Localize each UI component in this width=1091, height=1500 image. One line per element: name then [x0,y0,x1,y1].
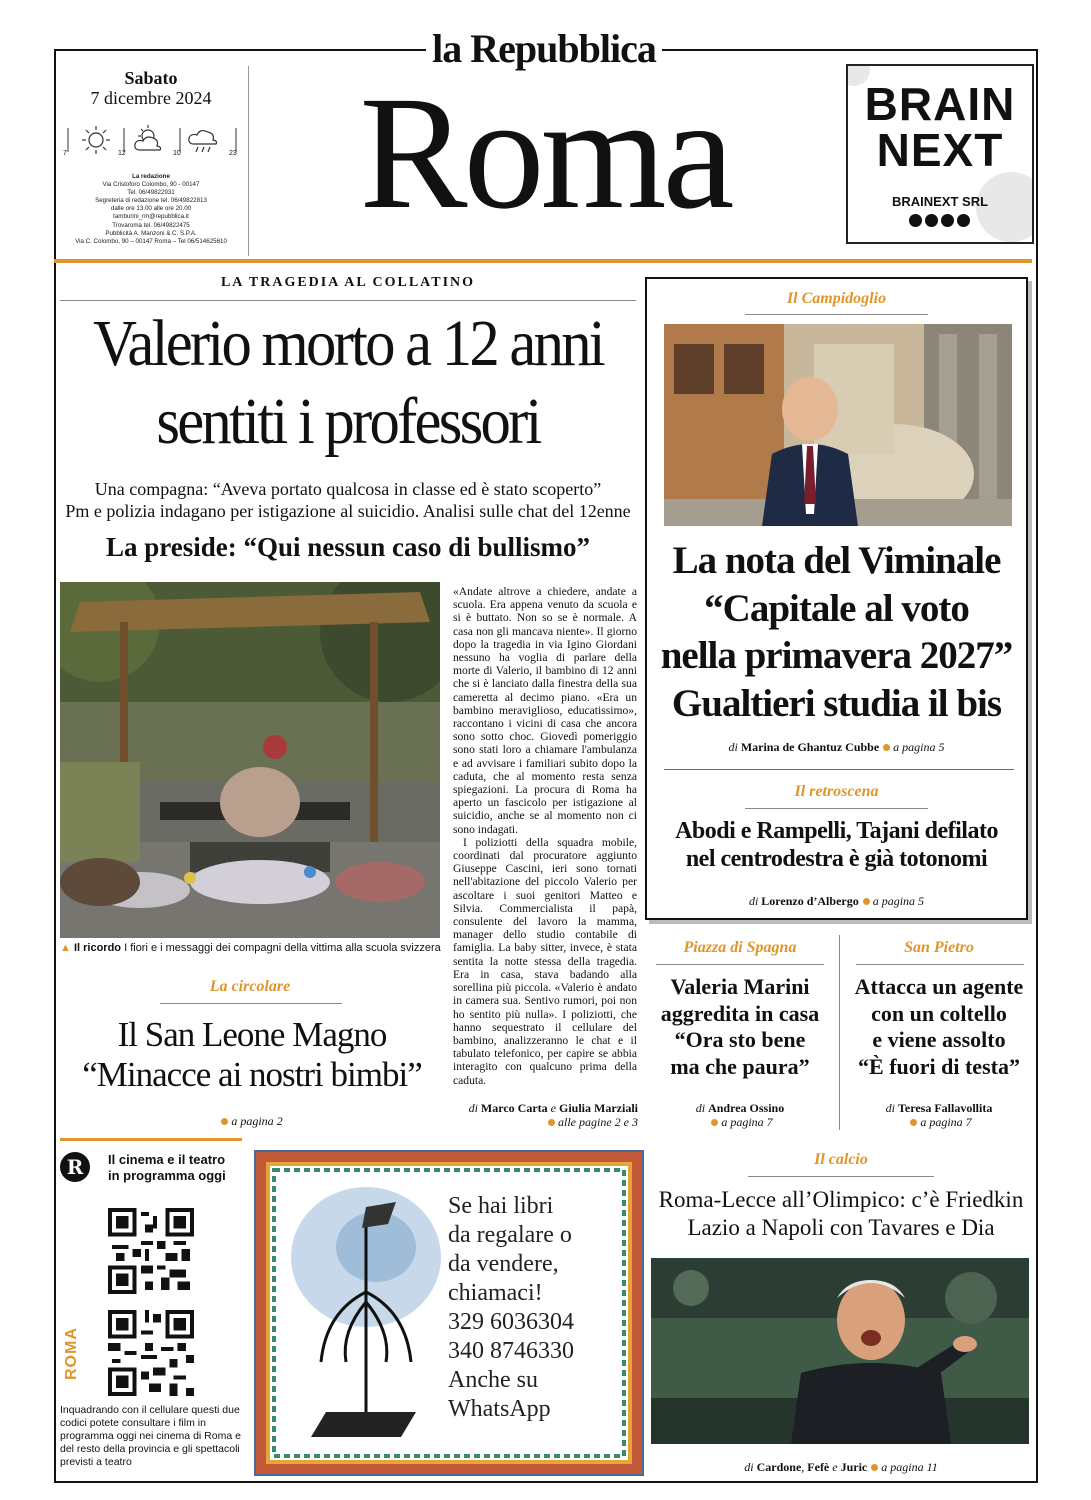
caption-label: Il ricordo [73,942,122,954]
spagna-headline-line: aggredita in casa [660,1000,820,1026]
books-ad[interactable] [256,1152,642,1474]
circolare-page-ref[interactable]: a pagina 2 [60,1114,440,1129]
books-ad-phone[interactable]: 340 8746330 [448,1338,574,1364]
campidoglio-headline-line: La nota del Viminale [672,539,1001,582]
circolare-headline[interactable] [56,1015,448,1095]
circolare-rule [160,1003,342,1004]
sanpietro-byline[interactable] [848,1101,1030,1116]
page-border-bottom [54,1481,1038,1483]
retroscena-headline[interactable] [649,817,1024,873]
caret-up-icon: ▲ [60,942,71,954]
spagna-headline-line: ma che paura” [670,1053,810,1079]
caption-text: I fiori e i messaggi dei compagni della vittima alla scuola svizzera [124,942,441,954]
weather-low-1: 7 [63,150,67,157]
byline-author: Cardone [756,1460,802,1474]
retroscena-top-rule [664,769,1014,770]
byline-e: e [832,1460,838,1474]
weather-high-3: 23 [229,150,237,157]
byline-di: di [748,894,759,908]
weather-strip [64,122,240,158]
promo-vertical-label: ROMA [63,1327,80,1380]
redazione-line: Trovaroma tel. 06/49822475 [112,221,190,229]
lead-kicker: LA TRAGEDIA AL COLLATINO [220,275,476,290]
body-paragraph: «Andate altrove a chiedere, andate a scuola. Era appena venuto da scuola e si è buttato. Non so se è normale. A casa non gli mancava niente». Il giorno dopo la tragedia in via Igino Giordani nessuno ha voglia di parlare della morte di Valerio, il bambino di 12 anni che si è lanciato dalla finestra della sua cameretta al decimo piano. «Era un bambino meraviglioso, educatissimo», raccontano i vicini di casa che ancora sono sotto choc. Giovedì pomeriggio sono stati loro a chiamare l'ambulanza e ad avvisare i familiari subito dopo la caduta, che al momento resta senza spiegazioni. La procura di Roma ha aperto un fascicolo per istigazione al suicidio, anche se al momento non ci sono indagati. [453,585,637,836]
promo-title-line: Il cinema e il teatro [108,1152,226,1167]
books-ad-line: Se hai libri [448,1193,554,1219]
books-ad-line: WhatsApp [448,1396,551,1422]
byline-di: di [695,1101,706,1115]
lead-deck [56,478,640,522]
orange-dot [883,744,890,751]
calcio-headline-line: Roma-Lecce all’Olimpico: c’è Friedkin [658,1187,1024,1212]
sanpietro-kicker: San Pietro [904,939,974,956]
orange-dot [910,1119,917,1126]
orange-dot [871,1464,878,1471]
sanpietro-rule [856,964,1024,965]
byline-di: di [728,740,738,754]
deck-line: Pm e polizia indagano per istigazione al suicidio. Analisi sulle chat del 12enne [65,501,631,521]
sanpietro-headline-line: con un coltello [871,1000,1007,1026]
campidoglio-headline-line: nella primavera 2027” [660,634,1013,677]
social-icons [909,214,973,228]
spagna-headline-line: Valeria Marini [670,974,810,999]
paper-name[interactable]: la Repubblica [432,26,656,71]
byline-author: Fefè [807,1460,830,1474]
promo-title-line: in programma oggi [108,1168,226,1183]
brainext-company: BRAINEXT SRL [891,194,989,209]
sanpietro-headline-line: e viene assolto [872,1027,1006,1052]
youtube-icon[interactable] [957,214,970,227]
byline-e: e [550,1101,556,1115]
redazione-line: dalle ore 13.00 alle ore 20.00 [110,205,192,213]
retroscena-byline[interactable]: di Lorenzo d’Albergo a pagina 5 [748,894,925,908]
byline-author: Teresa Fallavollita [898,1101,993,1115]
weather-low-2: 10 [173,150,181,157]
campidoglio-headline[interactable] [649,537,1024,727]
byline-author: Marco Carta [480,1101,548,1115]
retroscena-headline-line: Abodi e Rampelli, Tajani defilato [675,818,998,844]
column-divider [839,935,840,1130]
retroscena-kicker: Il retroscena [794,783,879,800]
lead-headline-line: Valerio morto a 12 anni [93,307,603,380]
orange-dot [863,898,870,905]
circolare-headline-line: Il San Leone Magno [117,1015,387,1054]
campidoglio-headline-line: Gualtieri studia il bis [671,681,1002,725]
redazione-line: Segreteria di redazione tel. 06/49822813 [95,197,207,205]
byline-sep: , [801,1460,805,1474]
memorial-photo[interactable] [60,582,440,938]
calcio-kicker: Il calcio [814,1151,868,1168]
spagna-rule [656,964,824,965]
spagna-byline[interactable] [650,1101,830,1116]
retroscena-rule [745,808,928,809]
circolare-kicker: La circolare [209,978,291,995]
redazione-line: Via C. Colombo, 90 – 00147 Roma – Tel 06/514625610 [75,237,227,245]
books-ad-line: da vendere, [448,1251,559,1277]
calcio-rule [748,1176,934,1177]
lead-subhead: La preside: “Qui nessun caso di bullismo” [105,532,591,562]
redazione-box [60,173,242,246]
campidoglio-rule [745,314,928,315]
byline-author: Marina de Ghantuz Cubbe [740,740,880,754]
campidoglio-byline[interactable]: di Marina de Ghantuz Cubbe a pagina 5 [728,740,945,754]
campidoglio-headline-line: “Capitale al voto [704,586,969,630]
masthead-divider [248,66,249,256]
masthead-rule-right [662,49,1038,51]
gualtieri-photo[interactable] [664,324,1012,526]
qr-code-cinema[interactable] [108,1208,194,1294]
redazione-line: Pubblicità A. Manzoni & C. S.P.A. [105,229,197,237]
qr-code-teatro[interactable] [108,1310,194,1396]
lead-byline[interactable] [450,1101,638,1116]
brainext-logo-line2: NEXT [876,124,1004,176]
byline-di: di [468,1101,478,1115]
lead-headline-line: sentiti i professori [156,385,540,458]
spagna-headline-line: “Ora sto bene [674,1027,806,1052]
brainext-ad[interactable] [846,64,1034,244]
masthead-orange-rule [54,259,1032,263]
calcio-headline[interactable] [648,1186,1034,1242]
books-ad-line: Anche su [448,1367,538,1393]
byline-author: Giulia Marziali [559,1101,638,1115]
deck-line: Una compagna: “Aveva portato qualcosa in classe ed è stato scoperto” [94,479,602,499]
books-ad-line: da regalare o [448,1222,572,1248]
masthead-rule-left [54,49,426,51]
partly-cloudy-icon [135,125,161,150]
byline-author: Andrea Ossino [708,1101,785,1115]
lead-page-ref[interactable]: alle pagine 2 e 3 [450,1115,638,1130]
byline-di: di [885,1101,895,1115]
sanpietro-headline[interactable] [844,974,1034,1080]
orange-dot [711,1119,718,1126]
books-ad-text [448,1192,628,1424]
redazione-line[interactable]: tamburini_rm@repubblica.it [113,213,189,221]
redazione-line: Via Cristoforo Colombo, 90 - 00147 [102,181,200,189]
facebook-icon[interactable] [925,214,938,227]
page-border-right [1036,49,1038,1483]
spagna-page-ref[interactable]: a pagina 7 [650,1115,830,1130]
calcio-byline[interactable]: di Cardone, Fefè e Juric a pagina 11 [744,1460,938,1474]
sanpietro-page-ref[interactable]: a pagina 7 [848,1115,1030,1130]
sanpietro-headline-line: Attacca un agente [854,974,1024,999]
promo-title [108,1152,248,1184]
promo-text: Inquadrando con il cellulare questi due codici potete consultare i film in programma oggi nei cinema di Roma e del resto della provincia e gli spettacoli previsti a teatro [60,1404,241,1468]
circolare-headline-line: “Minacce ai nostri bimbi” [82,1055,422,1094]
date-label: 7 dicembre 2024 [90,88,212,108]
body-paragraph: I poliziotti della squadra mobile, coordinati dal procuratore aggiunto Giuseppe Cascini, ieri sono tornati nell'abitazione del piccolo Valerio per ascoltare i suoi genitori Matteo e Silvia. Commercialista il papà, consulente del lavoro la mamma, manager dello studio contabile di famiglia. La baby sitter, invece, è stata sentita la notte stessa della tragedia. Era in casa, stava badando alla sorellina più piccola. «Valerio è andato in camera sua. Sentivo rumori, poi non ho sentito più nulla». I poliziotti, che hanno sequestrato il cellulare del bambino, analizzeranno le chat e il tabulato telefonico, per capire se abbia interagito con qualcuno prima della caduta. [453,835,637,1087]
rain-cloud-icon [189,131,217,152]
sanpietro-headline-line: “È fuori di testa” [858,1053,1020,1079]
spagna-kicker: Piazza di Spagna [683,939,797,956]
sun-icon [82,126,110,154]
kicker-rule [60,300,636,301]
linkedin-icon[interactable] [941,214,954,227]
weather-high-1: 12 [118,150,126,157]
spagna-headline[interactable] [648,974,832,1080]
lead-body [453,585,637,1087]
page-border-left [54,49,56,1483]
calcio-headline-line: Lazio a Napoli con Tavares e Dia [687,1215,995,1240]
ranieri-photo[interactable] [651,1258,1029,1444]
campidoglio-kicker: Il Campidoglio [786,290,887,307]
promo-orange-rule [60,1138,242,1141]
redazione-title: La redazione [132,173,170,180]
orange-dot [548,1119,555,1126]
brainext-logo-line1: BRAIN [864,78,1016,130]
orange-dot [221,1118,228,1125]
lead-headline[interactable] [79,305,616,461]
day-label: Sabato [124,68,178,88]
books-ad-phone[interactable]: 329 6036304 [448,1309,574,1335]
photo-caption [60,942,446,954]
retroscena-headline-line: nel centrodestra è già totonomi [685,846,988,872]
byline-author: Juric [840,1460,868,1474]
byline-di: di [744,1460,754,1474]
edition-title: Roma [359,64,731,243]
byline-author: Lorenzo d’Albergo [761,894,859,908]
instagram-icon[interactable] [909,214,922,227]
repubblica-r-logo: R [60,1152,90,1182]
redazione-line: Tel. 06/49822931 [127,189,175,197]
books-ad-line: chiamaci! [448,1280,543,1306]
